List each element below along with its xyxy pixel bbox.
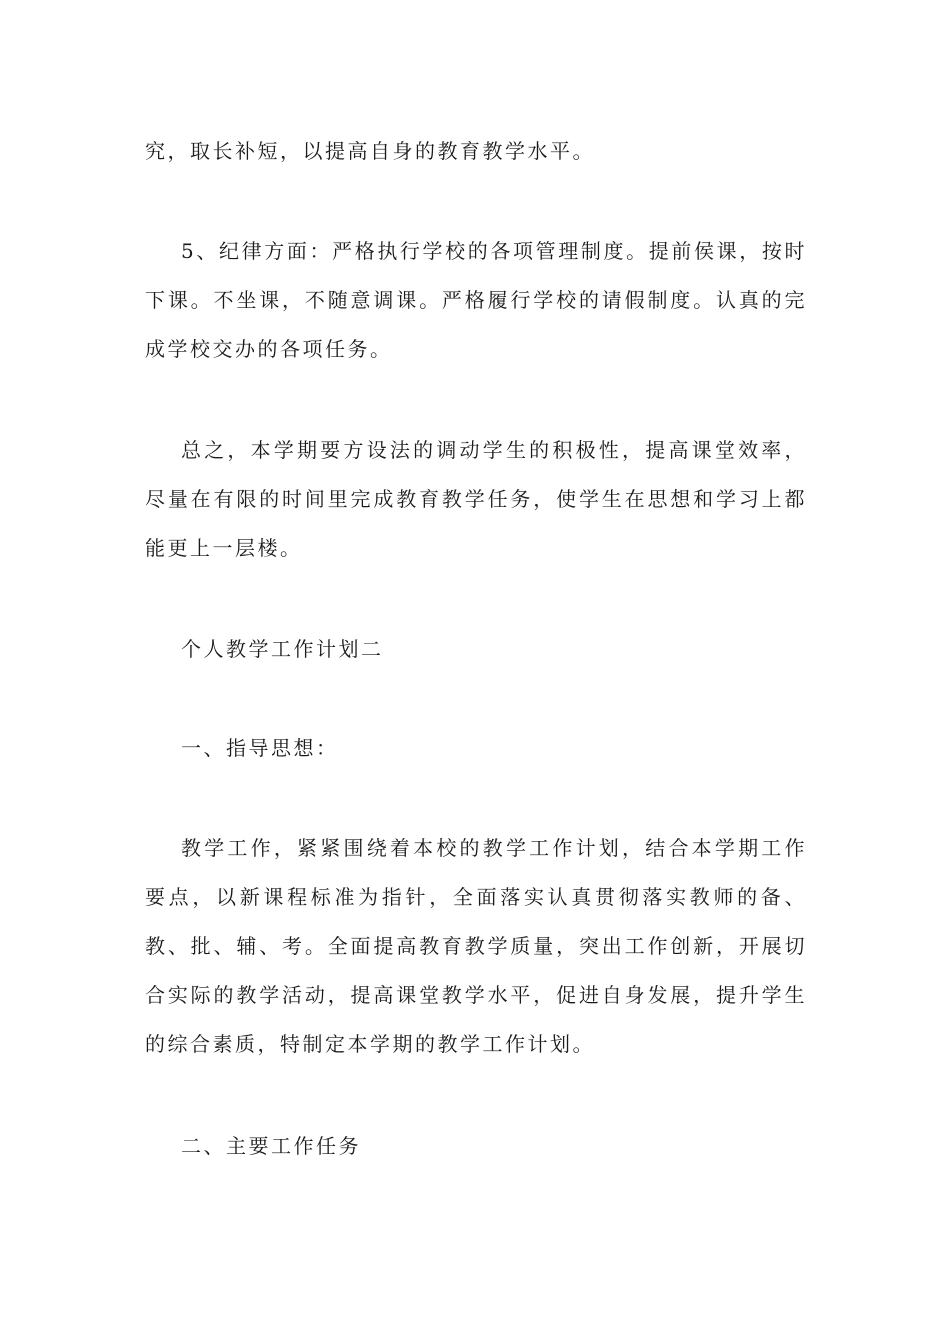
heading-guiding-thought: 一、指导思想： xyxy=(181,736,339,760)
paragraph-continuation: 究，取长补短，以提高自身的教育教学水平。 xyxy=(145,139,595,163)
paragraph-summary: 总之，本学期要方设法的调动学生的积极性，提高课堂效率，尽量在有限的时间里完成教育教学任务，使学生在思想和学习上都能更上一层楼。 xyxy=(145,438,807,560)
paragraph-discipline: 5、纪律方面：严格执行学校的各项管理制度。提前侯课，按时下课。不坐课，不随意调课。严格履行学校的请假制度。认真的完成学校交办的各项任务。 xyxy=(145,239,807,361)
heading-main-tasks: 二、主要工作任务 xyxy=(181,1134,361,1158)
section-title-plan-two: 个人教学工作计划二 xyxy=(181,637,384,661)
paragraph-teaching-work: 教学工作，紧紧围绕着本校的教学工作计划，结合本学期工作要点，以新课程标准为指针，全面落实认真贯彻落实教师的备、教、批、辅、考。全面提高教育教学质量，突出工作创新，开展切合实际的教学活动，提高课堂教学水平，促进自身发展，提升学生的综合素质，特制定本学期的教学工作计划。 xyxy=(145,836,807,1056)
